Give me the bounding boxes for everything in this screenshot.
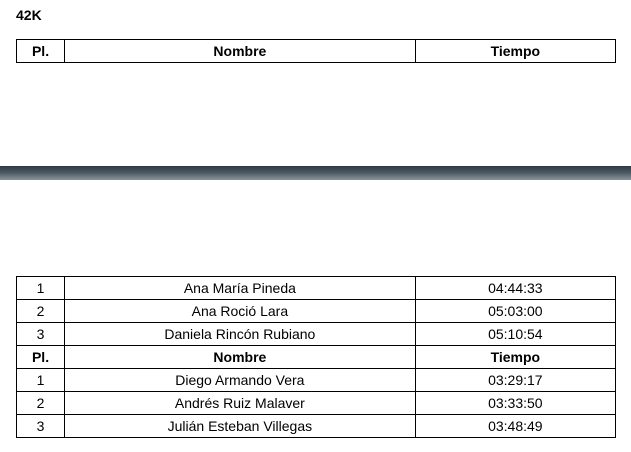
header-time: Tiempo — [415, 40, 615, 63]
header-time: Tiempo — [415, 346, 615, 369]
table-row — [17, 392, 616, 415]
name-cell: Diego Armando Vera — [65, 369, 416, 392]
results-header-table — [16, 39, 616, 63]
page-break-divider — [0, 166, 631, 180]
table-row — [17, 415, 616, 438]
place-cell: 1 — [17, 369, 65, 392]
table-header-row — [17, 346, 616, 369]
place-cell: 3 — [17, 415, 65, 438]
name-cell: Andrés Ruiz Malaver — [65, 392, 416, 415]
time-cell: 03:29:17 — [415, 369, 615, 392]
time-cell: 03:33:50 — [415, 392, 615, 415]
table-row — [17, 369, 616, 392]
name-cell: Daniela Rincón Rubiano — [65, 323, 416, 346]
place-cell: 2 — [17, 392, 65, 415]
header-name: Nombre — [65, 40, 416, 63]
table-header-row — [17, 40, 616, 63]
time-cell: 04:44:33 — [415, 277, 615, 300]
name-cell: Ana María Pineda — [65, 277, 416, 300]
table-row — [17, 323, 616, 346]
header-place: Pl. — [17, 346, 65, 369]
time-cell: 03:48:49 — [415, 415, 615, 438]
header-name: Nombre — [65, 346, 416, 369]
place-cell: 2 — [17, 300, 65, 323]
time-cell: 05:03:00 — [415, 300, 615, 323]
results-table — [16, 276, 616, 438]
name-cell: Ana Roció Lara — [65, 300, 416, 323]
place-cell: 1 — [17, 277, 65, 300]
time-cell: 05:10:54 — [415, 323, 615, 346]
table-row — [17, 277, 616, 300]
name-cell: Julián Esteban Villegas — [65, 415, 416, 438]
header-place: Pl. — [17, 40, 65, 63]
place-cell: 3 — [17, 323, 65, 346]
table-row — [17, 300, 616, 323]
category-title: 42K — [16, 7, 42, 23]
